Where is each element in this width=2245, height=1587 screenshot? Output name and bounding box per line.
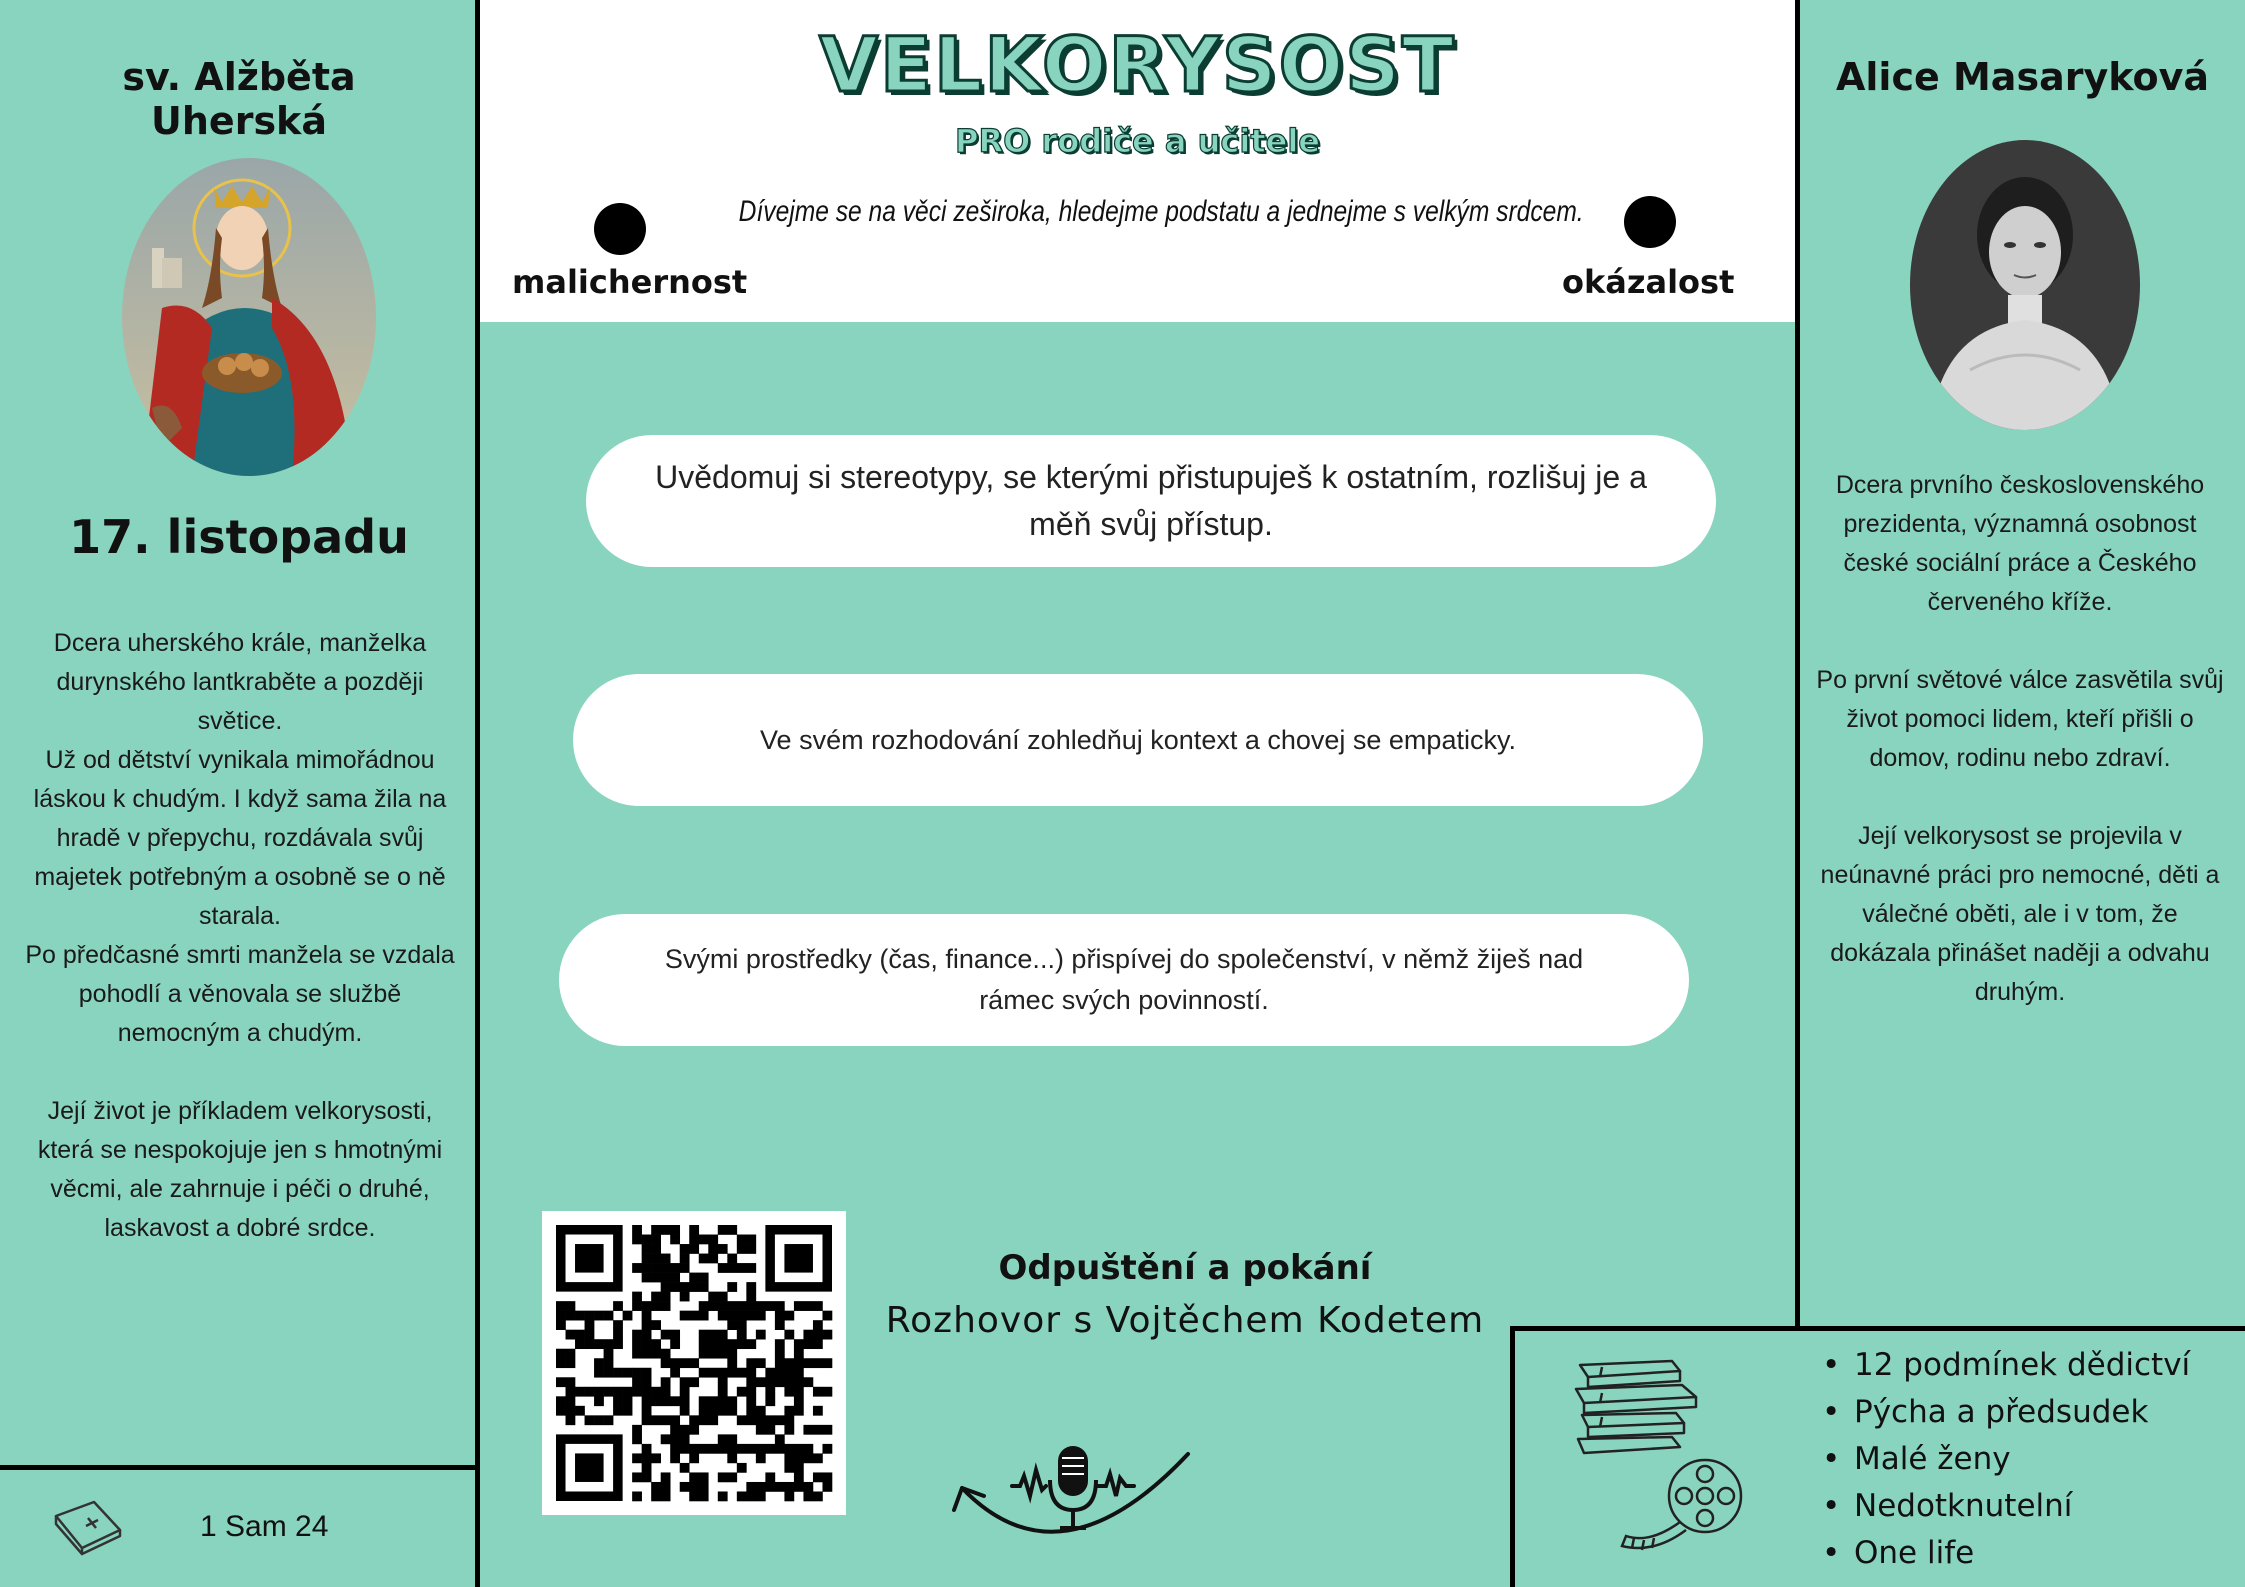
reco-box-left-border (1510, 1326, 1515, 1587)
reco-box-top-border (1510, 1326, 2245, 1331)
subtitle: PRO rodiče a učitele (954, 122, 1320, 160)
left-person-name: sv. Alžběta Uherská (122, 55, 356, 143)
tip-card-2: Ve svém rozhodování zohledňuj kontext a chovej se empaticky. (573, 674, 1703, 806)
saint-portrait (122, 158, 376, 476)
left-person-bio: Dcera uherského krále, manželka durynského lantkraběte a později světice. Už od dětství vynikala mimořádnou láskou k chudým. I když sama žila na hradě v přepychu, rozdávala svůj majetek potřebným a osobně se o ně starala. Po předčasné smrti manžela se vzdala pohodlí a věnovala se službě nemocným a chudým. Její život je příkladem velkorysosti, která se nespokojuje jen s hmotnými věcmi, ale zahrnuje i péči o druhé, laskavost a dobré srdce. (25, 629, 455, 1242)
scale-left-label: malichernost (512, 263, 748, 301)
feast-date: 17. listopadu (69, 510, 409, 564)
tip-card-3: Svými prostředky (čas, finance...) přispívej do společenství, v němž žiješ nad rámec svých povinností. (559, 914, 1689, 1046)
right-column-divider (1795, 0, 1800, 1330)
recommendation-item: • Malé ženy (1822, 1436, 2190, 1483)
right-person-bio: Dcera prvního československého prezidenta, významná osobnost české sociální práce a Českého červeného kříže. Po první světové válce zasvětila svůj život pomoci lidem, kteří přišli o domov, rodinu nebo zdraví. Její velkorysost se projevila v neúnavné práci pro nemocné, děti a válečné oběti, ale i v tom, že dokázala přinášet naději a odvahu druhým. (1816, 471, 2224, 1006)
qr-code[interactable] (542, 1211, 846, 1515)
main-title: VELKORYSOST (819, 20, 1456, 109)
recommendation-item: • Pýcha a předsudek (1822, 1389, 2190, 1436)
film-reel-icon (1620, 1454, 1750, 1554)
recommendation-item: • Nedotknutelní (1822, 1483, 2190, 1530)
motto: Dívejme se na věci zeširoka, hledejme podstatu a jednejme s velkým srdcem. (738, 195, 1584, 228)
right-person-name: Alice Masaryková (1836, 55, 2209, 99)
tip-card-1: Uvědomuj si stereotypy, se kterými přistupuješ k ostatním, rozlišuj je a měň svůj přístup. (586, 435, 1716, 567)
bible-icon (52, 1498, 124, 1556)
recommendation-item: • 12 podmínek dědictví (1822, 1342, 2190, 1389)
books-icon (1572, 1355, 1702, 1460)
scale-left-dot (594, 203, 646, 255)
bible-reference: 1 Sam 24 (200, 1510, 329, 1543)
podcast-title: Odpuštění a pokání (998, 1248, 1372, 1288)
recommendations-list (1822, 1342, 2190, 1577)
woman-portrait (1910, 140, 2140, 430)
scale-right-label: okázalost (1562, 263, 1735, 301)
scale-right-dot (1624, 196, 1676, 248)
recommendation-item: • One life (1822, 1530, 2190, 1577)
podcast-subtitle: Rozhovor s Vojtěchem Kodetem (885, 1300, 1485, 1341)
microphone-icon (950, 1440, 1195, 1550)
left-footer-divider (0, 1465, 478, 1470)
